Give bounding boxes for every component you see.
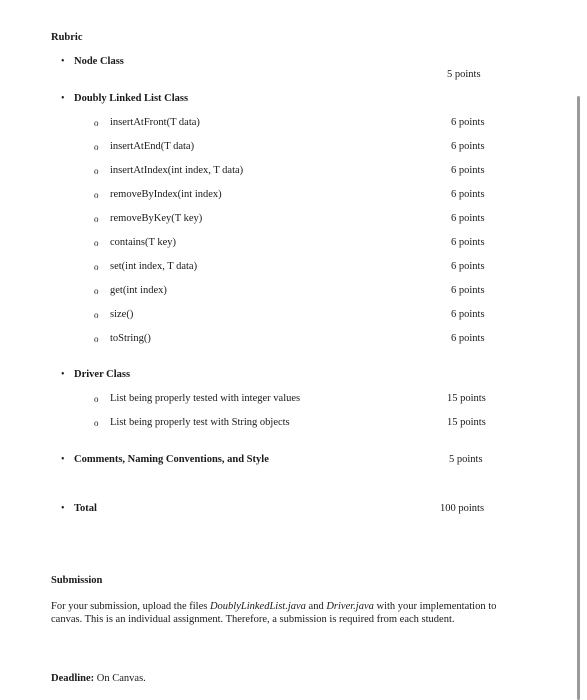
rubric-item-points: 6 points: [451, 261, 485, 272]
sub-bullet-icon: o: [94, 166, 99, 176]
section-comments-style: Comments, Naming Conventions, and Style: [74, 454, 269, 465]
rubric-item: contains(T key): [110, 237, 176, 248]
rubric-item-points: 6 points: [451, 213, 485, 224]
rubric-item-points: 6 points: [451, 237, 485, 248]
rubric-item: toString(): [110, 333, 151, 344]
sub-bullet-icon: o: [94, 394, 99, 404]
sub-bullet-icon: o: [94, 310, 99, 320]
rubric-item-points: 6 points: [451, 333, 485, 344]
rubric-item: List being properly test with String objects: [110, 417, 290, 428]
bullet-icon: •: [61, 369, 65, 380]
rubric-item: insertAtFront(T data): [110, 117, 200, 128]
section-total: Total: [74, 503, 97, 514]
rubric-item: removeByIndex(int index): [110, 189, 222, 200]
section-comments-style-points: 5 points: [449, 454, 483, 465]
rubric-item-points: 6 points: [451, 141, 485, 152]
section-driver-class: Driver Class: [74, 369, 131, 380]
submission-text-and: and: [305, 601, 327, 612]
rubric-item-points: 15 points: [447, 393, 486, 404]
bullet-icon: •: [61, 503, 65, 514]
sub-bullet-icon: o: [94, 418, 99, 428]
rubric-item-points: 6 points: [451, 117, 485, 128]
section-dll-class: Doubly Linked List Class: [74, 93, 189, 104]
submission-file-driver: Driver.java: [326, 601, 374, 612]
sub-bullet-icon: o: [94, 118, 99, 128]
submission-text-before: For your submission, upload the files: [51, 601, 210, 612]
rubric-item: size(): [110, 309, 134, 320]
section-node-class-points: 5 points: [447, 69, 481, 80]
section-total-points: 100 points: [440, 503, 485, 514]
section-node-class: Node Class: [74, 56, 124, 67]
rubric-item-points: 6 points: [451, 165, 485, 176]
submission-file-dll: DoublyLinkedList.java: [209, 601, 306, 612]
rubric-item: insertAtEnd(T data): [110, 141, 195, 152]
submission-paragraph: [51, 600, 521, 626]
rubric-heading: Rubric: [51, 32, 83, 43]
bullet-icon: •: [61, 454, 65, 465]
rubric-item: get(int index): [110, 285, 167, 296]
submission-text-after: with your implementation to canvas. This is an individual assignment. Therefore, a submission is required from each student.: [51, 601, 497, 625]
rubric-item-points: 6 points: [451, 285, 485, 296]
submission-heading: Submission: [51, 575, 103, 586]
sub-bullet-icon: o: [94, 190, 99, 200]
rubric-item-points: 6 points: [451, 309, 485, 320]
rubric-item: insertAtIndex(int index, T data): [110, 165, 244, 176]
sub-bullet-icon: o: [94, 142, 99, 152]
sub-bullet-icon: o: [94, 262, 99, 272]
bullet-icon: •: [61, 93, 65, 104]
sub-bullet-icon: o: [94, 286, 99, 296]
sub-bullet-icon: o: [94, 334, 99, 344]
sub-bullet-icon: o: [94, 214, 99, 224]
rubric-item: set(int index, T data): [110, 261, 198, 272]
deadline-value: On Canvas.: [96, 673, 146, 684]
rubric-item: List being properly tested with integer values: [110, 393, 301, 404]
deadline-label: Deadline:: [51, 673, 95, 684]
rubric-item: removeByKey(T key): [110, 213, 203, 224]
deadline-line: [51, 673, 146, 684]
rubric-item-points: 6 points: [451, 189, 485, 200]
bullet-icon: •: [61, 56, 65, 67]
sub-bullet-icon: o: [94, 238, 99, 248]
vertical-scrollbar[interactable]: [577, 96, 580, 700]
rubric-item-points: 15 points: [447, 417, 486, 428]
